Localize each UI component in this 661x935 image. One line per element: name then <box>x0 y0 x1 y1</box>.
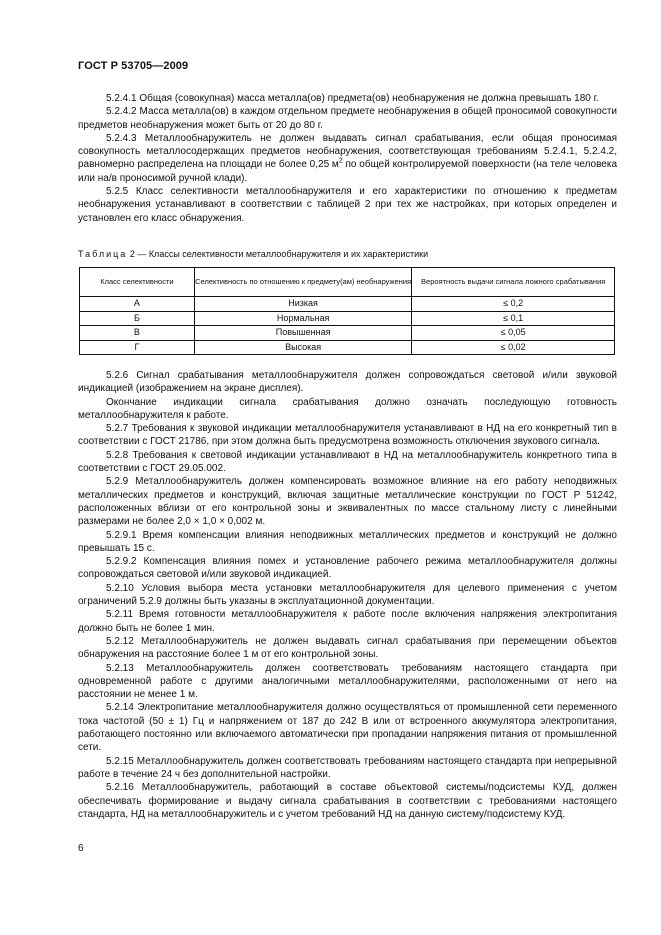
cell-class: А <box>80 297 195 312</box>
table-row <box>80 297 615 312</box>
paragraph-5-2-12: 5.2.12 Металлообнаружитель не должен выдавать сигнал срабатывания при перемещении объектов обнаружения на расстояние более 1 м от его контрольной зоны. <box>78 635 617 661</box>
paragraph-5-2-7: 5.2.7 Требования к звуковой индикации металлообнаружителя устанавливают в НД на его конкретный тип в соответствии с ГОСТ 21786, при этом должна быть предусмотрена возможность отключения звукового сигнала. <box>78 423 617 448</box>
header-selectivity-level: Селективность по отношению к предмету(ам) необнаружения <box>194 268 412 297</box>
paragraph-5-2-4-3-tail: по общей контролируемой поверхности (на теле человека или на/в проносимой ручной клади). <box>78 159 618 184</box>
cell-probability: ≤ 0,1 <box>412 311 615 326</box>
paragraph-5-2-4-3 <box>78 132 617 185</box>
cell-probability: ≤ 0,2 <box>412 297 615 312</box>
cell-selectivity: Низкая <box>194 297 412 312</box>
table-row <box>80 326 615 341</box>
cell-class: Г <box>80 340 195 355</box>
paragraph-5-2-6: 5.2.6 Сигнал срабатывания металлообнаружителя должен сопровождаться световой и/или звуковой индикацией (изображением на экране дисплея). <box>78 370 617 395</box>
paragraph-5-2-9-2: 5.2.9.2 Компенсация влияния помех и установление рабочего режима металлообнаружителя должны сопровождаться световой и/или звуковой индикацией. <box>78 556 617 581</box>
cell-selectivity: Повышенная <box>194 326 412 341</box>
selectivity-table <box>79 267 615 355</box>
cell-class: Б <box>80 311 195 326</box>
paragraph-5-2-16: 5.2.16 Металлообнаружитель, работающий в составе объектовой системы/подсистемы КУД, должен обеспечивать формирование и выдачу сигнала срабатывания в соответствии с требованиями настоящего стандарта, НД на металлообнаружитель и с учетом требований НД на данную систему/подсистему КУД. <box>78 782 617 820</box>
area-unit-superscript: 2 <box>338 158 343 166</box>
paragraph-5-2-13: 5.2.13 Металлообнаружитель должен соответствовать требованиям настоящего стандарта при одновременной работе с другими аналогичными металлообнаружителями, расположенными от него на расстоянии не менее 1 м. <box>78 662 617 701</box>
paragraph-5-2-15: 5.2.15 Металлообнаружитель должен соответствовать требованиям настоящего стандарта при непрерывной работе в течение 24 ч без дополнительной настройки. <box>78 755 617 780</box>
table-row <box>80 340 615 355</box>
top-text-block <box>78 92 617 225</box>
table-row <box>80 311 615 326</box>
paragraph-indication-end: Окончание индикации сигнала срабатывания должно означать последующую готовность металлообнаружителя к работе. <box>78 396 617 421</box>
table-header-row <box>80 268 615 297</box>
cell-probability: ≤ 0,02 <box>412 340 615 355</box>
paragraph-5-2-4-3-main: 5.2.4.3 Металлообнаружитель не должен выдавать сигнал срабатывания, если общая проносимая совокупность металлосодержащих предметов необнаружения, соответствующая требованиям 5.2.4.1, 5.2.4.2, равномерно распределена на площади не более 0,25 м <box>78 132 617 171</box>
paragraph-5-2-8: 5.2.8 Требования к световой индикации устанавливают в НД на металлообнаружитель конкретного типа в соответствии с ГОСТ 29.05.002. <box>78 449 617 475</box>
table-caption-label: Таблица <box>78 249 128 259</box>
cell-class: В <box>80 326 195 341</box>
paragraph-5-2-4-1: 5.2.4.1 Общая (совокупная) масса металла(ов) предмета(ов) необнаружения не должна превышать 180 г. <box>106 93 599 104</box>
cell-probability: ≤ 0,05 <box>412 326 615 341</box>
cell-selectivity: Нормальная <box>194 311 412 326</box>
table-caption-text: 2 — Классы селективности металлообнаружителя и их характеристики <box>129 249 429 259</box>
header-false-alarm-probability: Вероятность выдачи сигнала ложного срабатывания <box>412 268 615 297</box>
table-caption <box>78 249 428 259</box>
bottom-text-block <box>78 369 617 821</box>
paragraph-5-2-11: 5.2.11 Время готовности металлообнаружителя к работе после включения напряжения электропитания должно быть не более 1 мин. <box>78 609 617 634</box>
page-number: 6 <box>78 843 84 854</box>
paragraph-5-2-5: 5.2.5 Класс селективности металлообнаружителя и его характеристики по отношению к предметам необнаружения устанавливают в соответствии с таблицей 2 при тех же настройках, при которых определен и установлен его класс обнаружения. <box>78 186 617 224</box>
paragraph-5-2-14: 5.2.14 Электропитание металлообнаружителя должно осуществляться от промышленной сети переменного тока частотой (50 ± 1) Гц и напряжением от 187 до 242 В или от встроенного аккумулятора электропитания, работающего постоянно или включаемого автоматически при пропадании напряжения питания от промышленной сети. <box>78 702 617 754</box>
paragraph-5-2-4-2: 5.2.4.2 Масса металла(ов) в каждом отдельном предмете необнаружения в общей проносимой совокупности предметов необнаружения может быть от 20 до 80 г. <box>78 106 617 131</box>
document-header: ГОСТ Р 53705—2009 <box>78 60 189 72</box>
header-selectivity-class: Класс селективности <box>80 268 195 297</box>
paragraph-5-2-10: 5.2.10 Условия выбора места установки металлообнаружителя для целевого применения с учетом ограничений 5.2.9 должны быть указаны в эксплуатационной документации. <box>78 582 617 608</box>
paragraph-5-2-9: 5.2.9 Металлообнаружитель должен компенсировать возможное влияние на его работу неподвижных металлических предметов и конструкций, включая защитные металлические конструкции по ГОСТ Р 51242, расположенных вблизи от его контрольной зоны и эквивалентных по массе стальному листу с линейными размерами не более 2,0 × 1,0 × 0,002 м. <box>78 476 617 528</box>
paragraph-5-2-9-1: 5.2.9.1 Время компенсации влияния неподвижных металлических предметов и конструкций не должно превышать 15 с. <box>78 529 617 554</box>
cell-selectivity: Высокая <box>194 340 412 355</box>
